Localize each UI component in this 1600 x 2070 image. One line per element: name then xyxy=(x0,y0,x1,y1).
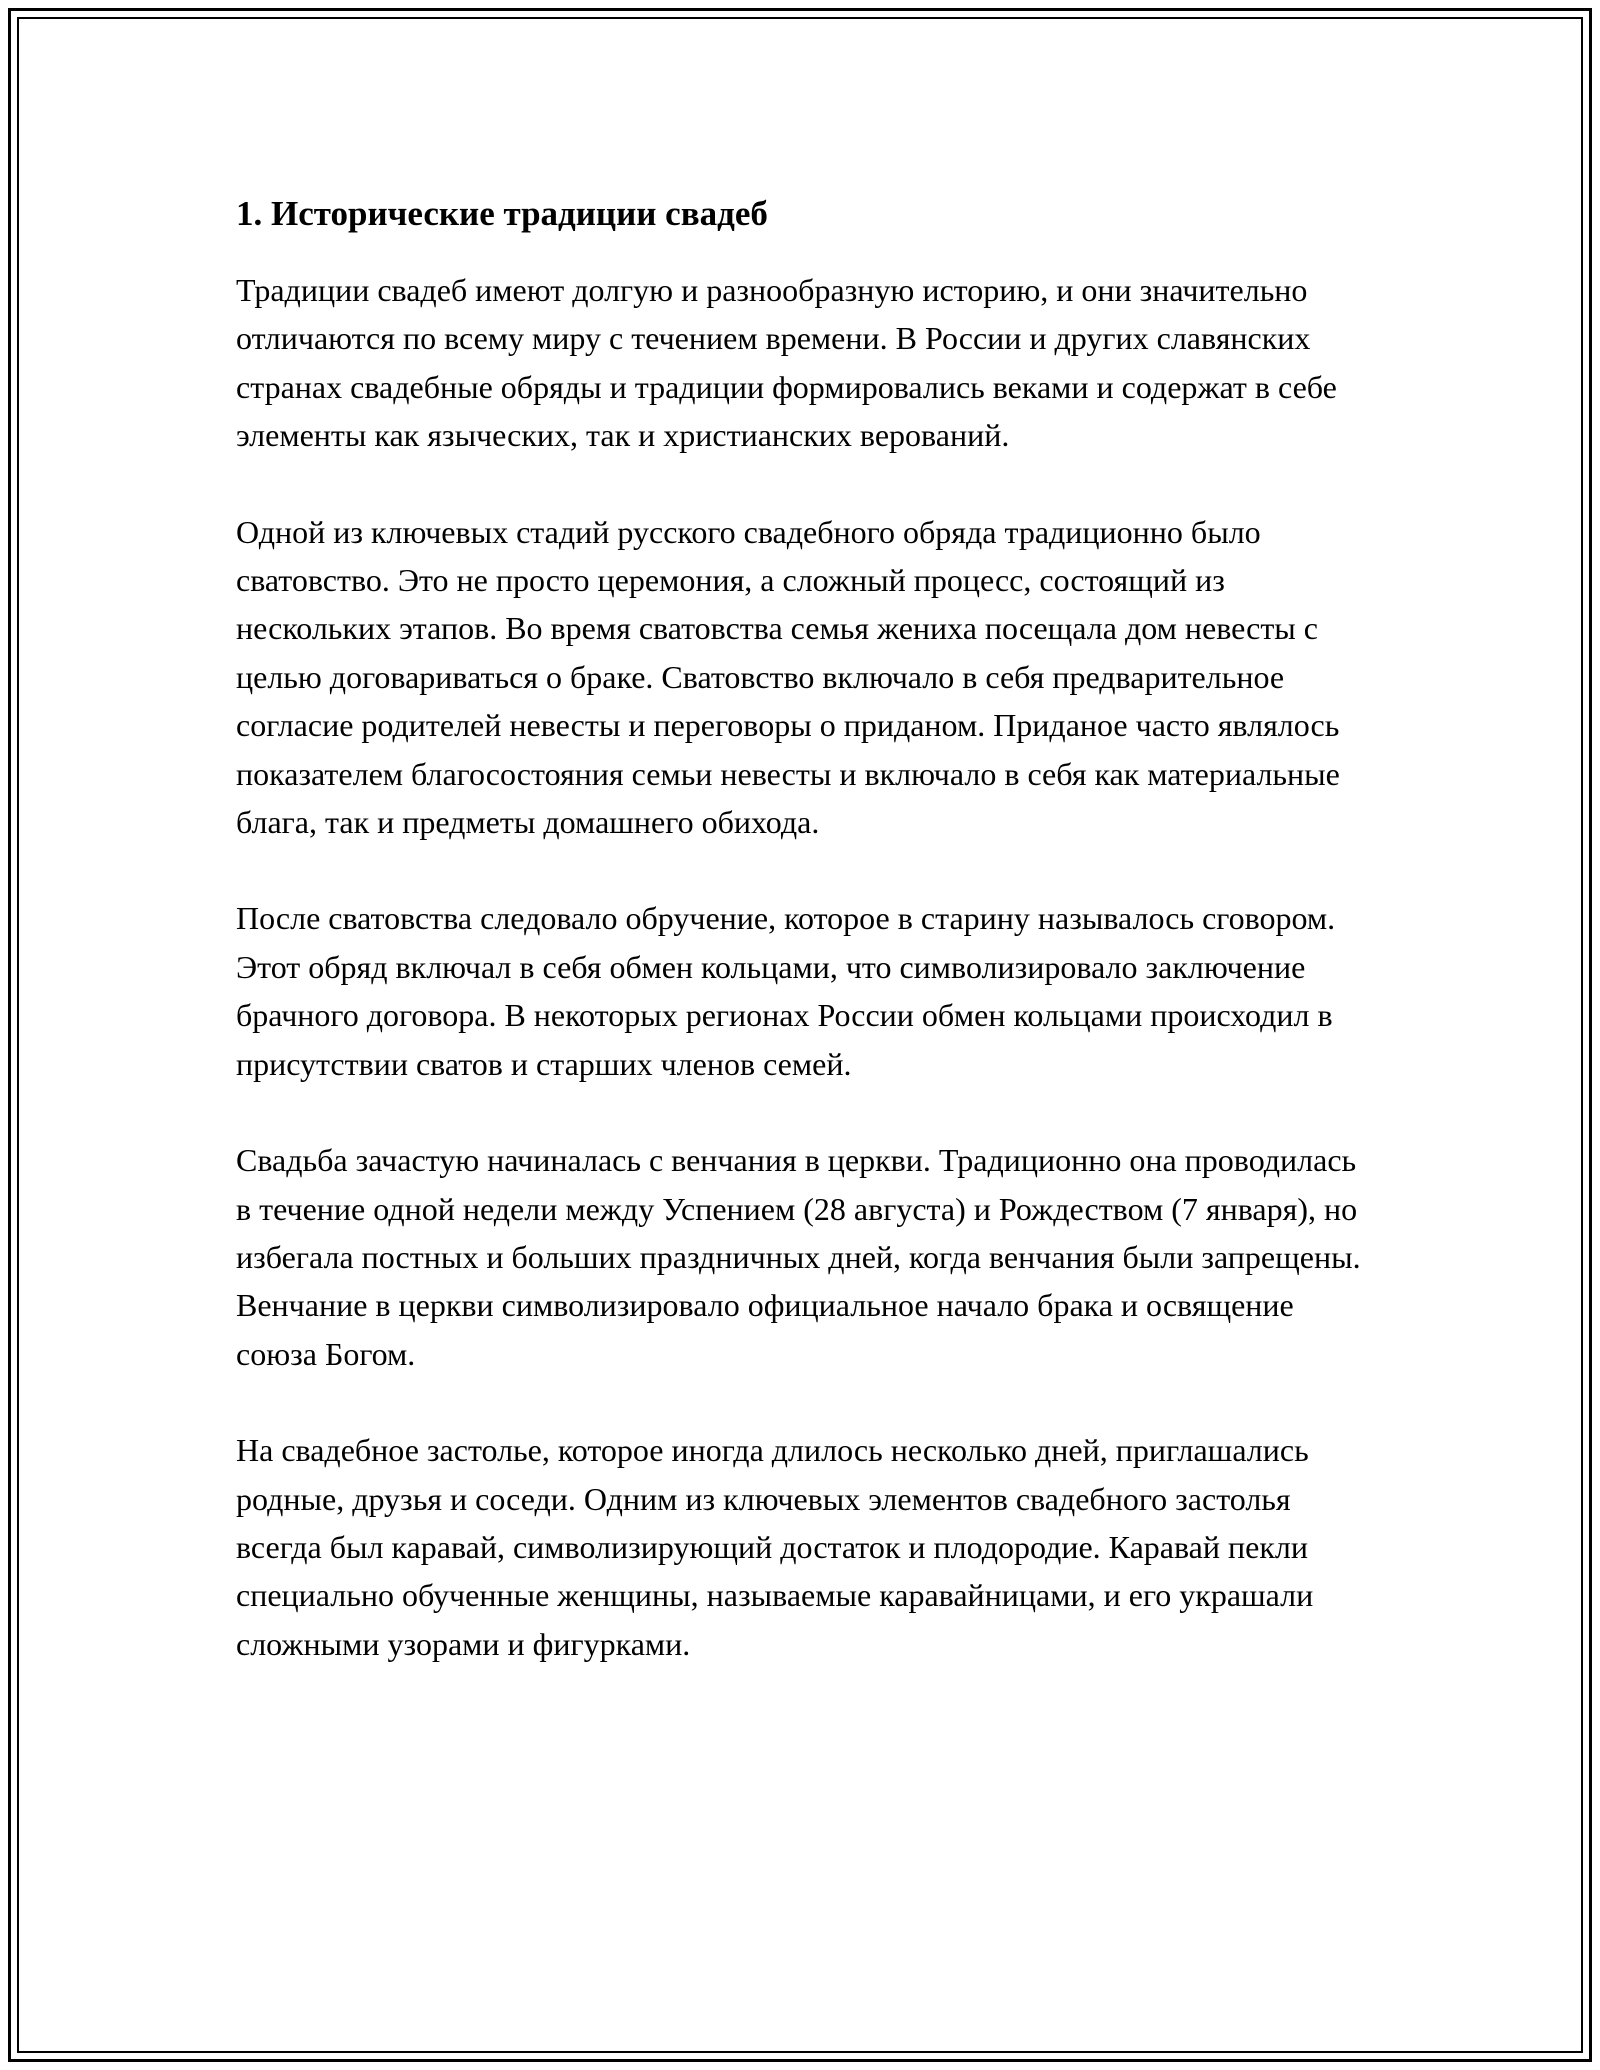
paragraph-wedding-ceremony: Свадьба зачастую начиналась с венчания в церкви. Традиционно она проводилась в течение одной недели между Успением (28 августа) и Рождеством (7 января), но избегала постных и больших праздничных дней, когда венчания были запрещены. Венчание в церкви символизировало официальное начало брака и освящение союза Богом. xyxy=(236,1142,1361,1372)
section-heading: 1. Исторические традиции свадеб xyxy=(236,194,768,233)
paragraph-matchmaking: Одной из ключевых стадий русского свадебного обряда традиционно было сватовство. Это не просто церемония, а сложный процесс, состоящий из нескольких этапов. Во время сватовства семья жениха посещала дом невесты с целью договариваться о браке. Сватовство включало в себя предварительное согласие родителей невесты и переговоры о приданом. Приданое часто являлось показателем благосостояния семьи невесты и включало в себя как материальные блага, так и предметы домашнего обихода. xyxy=(236,513,1340,841)
paragraph-intro: Традиции свадеб имеют долгую и разнообразную историю, и они значительно отличаются по всему миру с течением времени. В России и других славянских странах свадебные обряды и традиции формировались веками и содержат в себе элементы как языческих, так и христианских верований. xyxy=(236,272,1337,454)
document-body xyxy=(236,188,1376,1716)
paragraph-betrothal: После сватовства следовало обручение, которое в старину называлось сговором. Этот обряд включал в себя обмен кольцами, что символизировало заключение брачного договора. В некоторых регионах России обмен кольцами происходил в присутствии сватов и старших членов семей. xyxy=(236,900,1336,1082)
paragraph-feast: На свадебное застолье, которое иногда длилось несколько дней, приглашались родные, друзья и соседи. Одним из ключевых элементов свадебного застолья всегда был каравай, символизирующий достаток и плодородие. Каравай пекли специально обученные женщины, называемые каравайницами, и его украшали сложными узорами и фигурками. xyxy=(236,1432,1314,1662)
